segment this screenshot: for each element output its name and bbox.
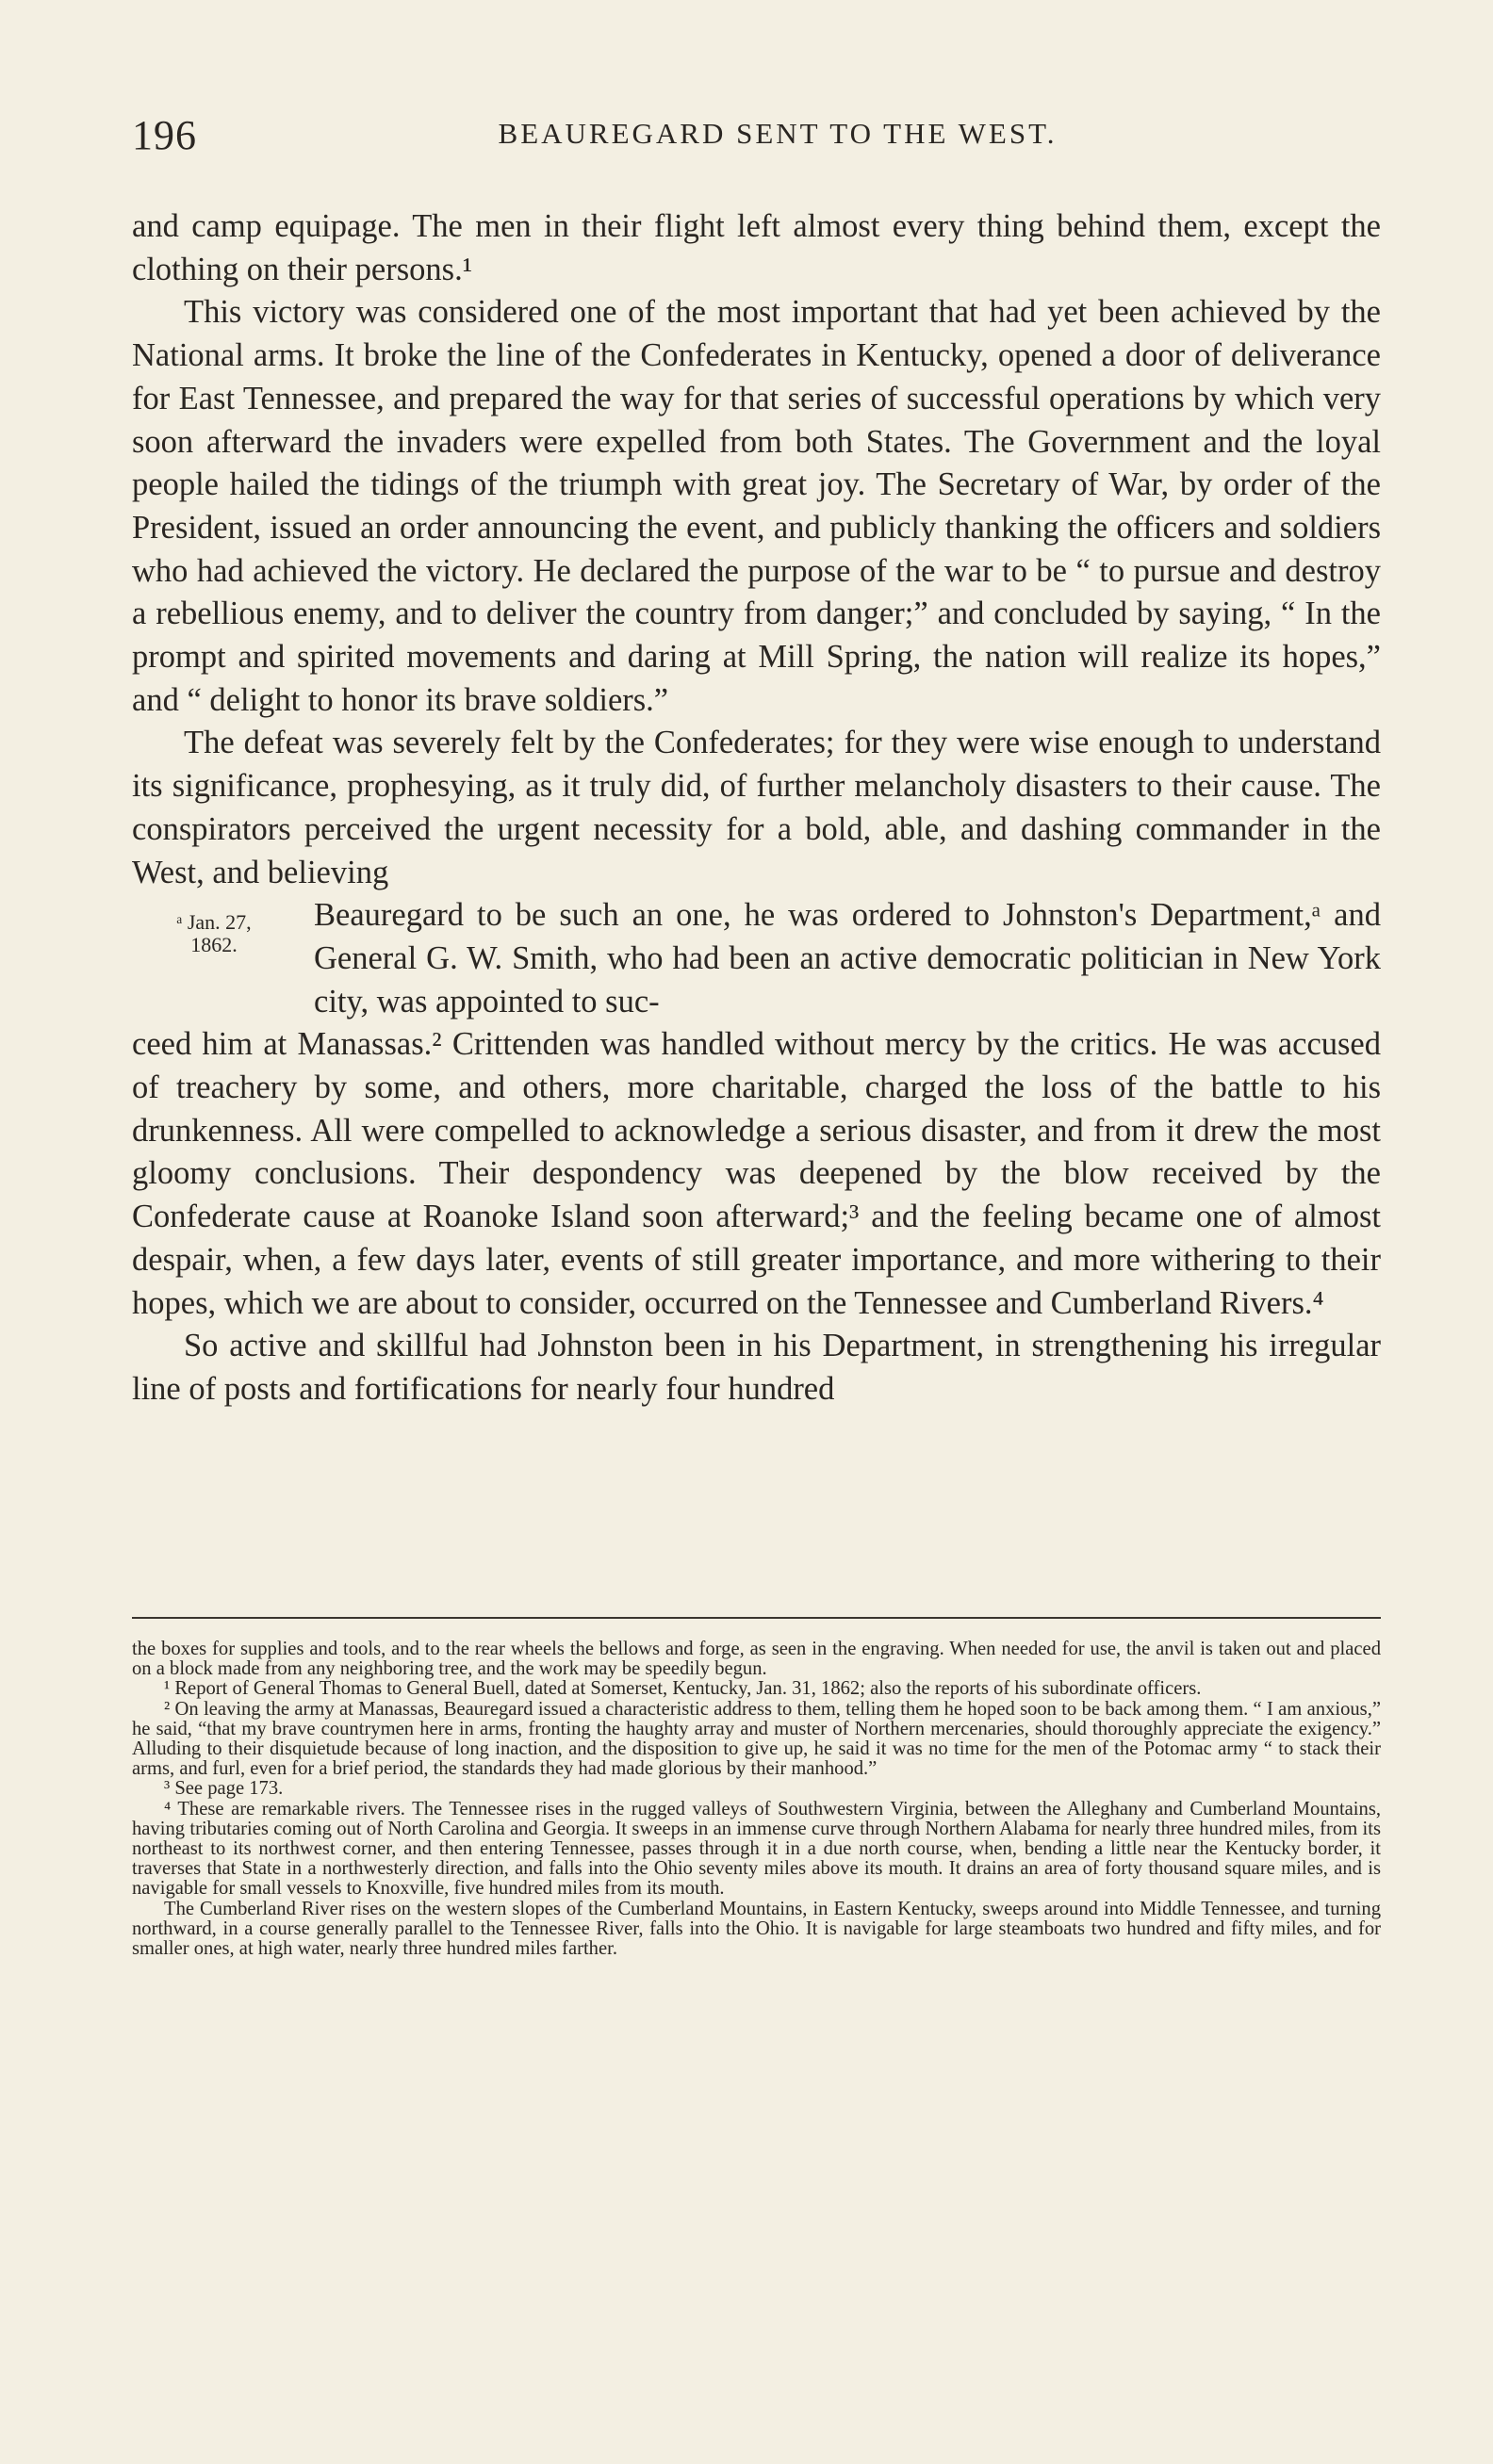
footnote-2: ² On leaving the army at Manassas, Beauregard issued a characteristic address to them, telling them he hoped soon to be back among them. “ I am anxious,” he said, “that my brave countrymen here in arms, fronting the haughty array and muster of Northern mercenaries, should thoroughly appreciate the exigency.” Alluding to their disquietude because of long inaction, and the disposition to give up, he said it was no time for the men of the Potomac army “ to stack their arms, and furl, even for a brief period, the standards they had made glorious by their manhood.” — [132, 1698, 1381, 1780]
footnote-rule — [132, 1617, 1381, 1619]
footnote-1: ¹ Report of General Thomas to General Buell, dated at Somerset, Kentucky, Jan. 31, 1862; also the reports of his subordinate officers. — [164, 1678, 1202, 1700]
footnote-3: ³ See page 173. — [164, 1778, 284, 1800]
margin-note-line-1: ᵃ Jan. 27, — [176, 910, 252, 935]
footnote-4-cumberland: The Cumberland River rises on the western slopes of the Cumberland Mountains, in Eastern Kentucky, sweeps around into Middle Tennessee, and turning northward, in a course generally parallel to the Tennessee River, falls into the Ohio. It is navigable for large steamboats two hundred and fifty miles, and for smaller ones, at high water, nearly three hundred miles farther. — [132, 1898, 1381, 1960]
body-text — [132, 205, 1381, 1411]
paragraph-2: This victory was considered one of the most important that had yet been achieved by the National arms. It broke the line of the Confederates in Kentucky, opened a door of deliverance for East Tennessee, and prepared the way for that series of successful operations by which very soon afterward the invaders were expelled from both States. The Government and the loyal people hailed the tidings of the triumph with great joy. The Secretary of War, by order of the President, issued an order announcing the event, and publicly thanking the officers and soldiers who had achieved the victory. He declared the purpose of the war to be “ to pursue and destroy a rebellious enemy, and to deliver the country from danger;” and concluded by saying, “ In the prompt and spirited movements and daring at Mill Spring, the nation will realize its hopes,” and “ delight to honor its brave soldiers.” — [132, 294, 1381, 718]
sidenote-block — [132, 894, 1381, 1023]
margin-note-line-2: 1862. — [190, 933, 238, 957]
margin-date-note — [153, 911, 275, 956]
running-head: BEAUREGARD SENT TO THE WEST. — [498, 117, 1058, 150]
page-header — [132, 111, 1386, 168]
footnote-continuation: the boxes for supplies and tools, and to the rear wheels the bellows and forge, as seen in the engraving. When needed for use, the anvil is taken out and placed on a block made from any neighboring tree, and the work may be speedily begun. — [132, 1639, 1381, 1680]
paragraph-3-rest: ceed him at Manassas.² Crittenden was handled without mercy by the critics. He was accused of treachery by some, and others, more charitable, charged the loss of the battle to his drunkenness. All were compelled to acknowledge a serious disaster, and from it drew the most gloomy conclusions. Their despondency was deepened by the blow received by the Confederate cause at Roanoke Island soon afterward;³ and the feeling became one of almost despair, when, a few days later, events of still greater importance, and more withering to their hopes, which we are about to consider, occurred on the Tennessee and Cumberland Rivers.⁴ — [132, 1026, 1381, 1321]
paragraph-3-hang: Beauregard to be such an one, he was ordered to Johnston's Department,ᵃ and General G. W. Smith, who had been an active democratic politician in New York city, was appointed to suc- — [314, 897, 1381, 1020]
paragraph-4: So active and skillful had Johnston been in his Department, in strengthening his irregular line of posts and fortifications for nearly four hundred — [132, 1328, 1381, 1407]
paragraph-3-top: The defeat was severely felt by the Confederates; for they were wise enough to understand its significance, prophesying, as it truly did, of further melancholy disasters to their cause. The conspirators perceived the urgent necessity for a bold, able, and dashing commander in the West, and believing — [132, 725, 1381, 890]
footnotes — [132, 1640, 1381, 1959]
footnote-4: ⁴ These are remarkable rivers. The Tennessee rises in the rugged valleys of Southwestern Virginia, between the Alleghany and Cumberland Mountains, having tributaries coming out of North Carolina and Georgia. It sweeps in an immense curve through Northern Alabama for nearly three hundred miles, from its northeast to its northwest corner, and then entering Tennessee, passes through it in a due north course, when, bending a little near the Kentucky border, it traverses that State in a northwesterly direction, and falls into the Ohio seventy miles above its mouth. It drains an area of forty thousand square miles, and is navigable for small vessels to Knoxville, five hundred miles from its mouth. — [132, 1798, 1381, 1900]
page-number: 196 — [132, 112, 197, 158]
paragraph-1: and camp equipage. The men in their flight left almost every thing behind them, except the clothing on their persons.¹ — [132, 208, 1381, 287]
